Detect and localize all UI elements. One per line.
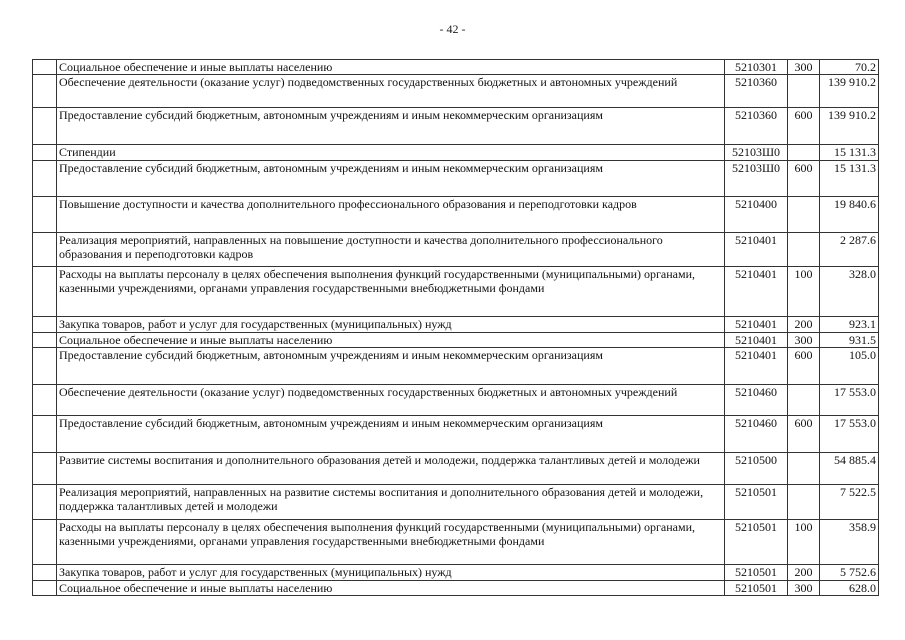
amount-cell: 17 553.0 [820, 385, 879, 416]
amount-cell: 139 910.2 [820, 75, 879, 108]
table-row [33, 145, 879, 161]
amount-cell: 7 522.5 [820, 485, 879, 520]
table-row [33, 267, 879, 317]
expense-type-cell [788, 385, 820, 416]
amount-cell: 54 885.4 [820, 453, 879, 485]
row-number-cell [33, 75, 57, 108]
item-name-cell: Социальное обеспечение и иные выплаты населению [57, 60, 725, 75]
table-row [33, 108, 879, 145]
row-number-cell [33, 581, 57, 596]
target-code-cell: 5210401 [725, 333, 788, 348]
item-name-cell: Закупка товаров, работ и услуг для государственных (муниципальных) нужд [57, 317, 725, 333]
row-number-cell [33, 333, 57, 348]
expense-type-cell: 200 [788, 565, 820, 581]
row-number-cell [33, 520, 57, 565]
target-code-cell: 5210301 [725, 60, 788, 75]
row-number-cell [33, 565, 57, 581]
target-code-cell: 5210460 [725, 385, 788, 416]
row-number-cell [33, 267, 57, 317]
item-name-cell: Обеспечение деятельности (оказание услуг) подведомственных государственных бюджетных и автономных учреждений [57, 75, 725, 108]
table-row [33, 317, 879, 333]
target-code-cell: 5210401 [725, 267, 788, 317]
expense-type-cell: 600 [788, 161, 820, 197]
amount-cell: 2 287.6 [820, 233, 879, 267]
target-code-cell: 52103Ш0 [725, 161, 788, 197]
item-name-cell: Предоставление субсидий бюджетным, автономным учреждениям и иным некоммерческим организациям [57, 161, 725, 197]
budget-table [32, 59, 879, 596]
expense-type-cell [788, 233, 820, 267]
target-code-cell: 5210360 [725, 108, 788, 145]
expense-type-cell: 600 [788, 348, 820, 385]
row-number-cell [33, 385, 57, 416]
target-code-cell: 5210501 [725, 520, 788, 565]
row-number-cell [33, 145, 57, 161]
row-number-cell [33, 416, 57, 453]
amount-cell: 628.0 [820, 581, 879, 596]
item-name-cell: Повышение доступности и качества дополнительного профессионального образования и переподготовки кадров [57, 197, 725, 233]
row-number-cell [33, 317, 57, 333]
table-row [33, 581, 879, 596]
table-row [33, 161, 879, 197]
amount-cell: 19 840.6 [820, 197, 879, 233]
amount-cell: 139 910.2 [820, 108, 879, 145]
target-code-cell: 5210401 [725, 317, 788, 333]
amount-cell: 923.1 [820, 317, 879, 333]
row-number-cell [33, 453, 57, 485]
item-name-cell: Социальное обеспечение и иные выплаты населению [57, 581, 725, 596]
table-row [33, 75, 879, 108]
expense-type-cell: 300 [788, 60, 820, 75]
row-number-cell [33, 233, 57, 267]
expense-type-cell [788, 453, 820, 485]
amount-cell: 15 131.3 [820, 145, 879, 161]
item-name-cell: Реализация мероприятий, направленных на развитие системы воспитания и дополнительного образования детей и молодежи, поддержка талантливых детей и молодежи [57, 485, 725, 520]
row-number-cell [33, 485, 57, 520]
item-name-cell: Обеспечение деятельности (оказание услуг) подведомственных государственных бюджетных и автономных учреждений [57, 385, 725, 416]
page-number: - 42 - [439, 22, 466, 36]
target-code-cell: 5210501 [725, 565, 788, 581]
target-code-cell: 52103Ш0 [725, 145, 788, 161]
target-code-cell: 5210460 [725, 416, 788, 453]
table-row [33, 60, 879, 75]
target-code-cell: 5210501 [725, 581, 788, 596]
expense-type-cell [788, 145, 820, 161]
row-number-cell [33, 161, 57, 197]
expense-type-cell: 200 [788, 317, 820, 333]
item-name-cell: Закупка товаров, работ и услуг для государственных (муниципальных) нужд [57, 565, 725, 581]
expense-type-cell: 600 [788, 416, 820, 453]
item-name-cell: Расходы на выплаты персоналу в целях обеспечения выполнения функций государственными (муниципальными) органами, казенными учреждениями, органами управления государственными внебюджетными фондами [57, 520, 725, 565]
table-row [33, 453, 879, 485]
row-number-cell [33, 108, 57, 145]
amount-cell: 5 752.6 [820, 565, 879, 581]
amount-cell: 15 131.3 [820, 161, 879, 197]
amount-cell: 105.0 [820, 348, 879, 385]
target-code-cell: 5210401 [725, 233, 788, 267]
item-name-cell: Предоставление субсидий бюджетным, автономным учреждениям и иным некоммерческим организациям [57, 108, 725, 145]
expense-type-cell: 300 [788, 581, 820, 596]
amount-cell: 328.0 [820, 267, 879, 317]
target-code-cell: 5210401 [725, 348, 788, 385]
row-number-cell [33, 60, 57, 75]
expense-type-cell: 300 [788, 333, 820, 348]
table-row [33, 485, 879, 520]
expense-type-cell: 600 [788, 108, 820, 145]
item-name-cell: Реализация мероприятий, направленных на повышение доступности и качества дополнительного профессионального образования и переподготовки кадров [57, 233, 725, 267]
table-row [33, 520, 879, 565]
table-row [33, 348, 879, 385]
item-name-cell: Стипендии [57, 145, 725, 161]
item-name-cell: Расходы на выплаты персоналу в целях обеспечения выполнения функций государственными (муниципальными) органами, казенными учреждениями, органами управления государственными внебюджетными фондами [57, 267, 725, 317]
item-name-cell: Предоставление субсидий бюджетным, автономным учреждениям и иным некоммерческим организациям [57, 416, 725, 453]
expense-type-cell: 100 [788, 520, 820, 565]
item-name-cell: Предоставление субсидий бюджетным, автономным учреждениям и иным некоммерческим организациям [57, 348, 725, 385]
table-row [33, 333, 879, 348]
table-row [33, 385, 879, 416]
target-code-cell: 5210500 [725, 453, 788, 485]
item-name-cell: Развитие системы воспитания и дополнительного образования детей и молодежи, поддержка талантливых детей и молодежи [57, 453, 725, 485]
row-number-cell [33, 348, 57, 385]
expense-type-cell: 100 [788, 267, 820, 317]
table-row [33, 416, 879, 453]
expense-type-cell [788, 485, 820, 520]
amount-cell: 70.2 [820, 60, 879, 75]
amount-cell: 17 553.0 [820, 416, 879, 453]
expense-type-cell [788, 197, 820, 233]
row-number-cell [33, 197, 57, 233]
table-row [33, 565, 879, 581]
budget-table-body [33, 60, 879, 596]
table-row [33, 233, 879, 267]
amount-cell: 358.9 [820, 520, 879, 565]
expense-type-cell [788, 75, 820, 108]
item-name-cell: Социальное обеспечение и иные выплаты населению [57, 333, 725, 348]
target-code-cell: 5210360 [725, 75, 788, 108]
target-code-cell: 5210501 [725, 485, 788, 520]
amount-cell: 931.5 [820, 333, 879, 348]
table-row [33, 197, 879, 233]
target-code-cell: 5210400 [725, 197, 788, 233]
